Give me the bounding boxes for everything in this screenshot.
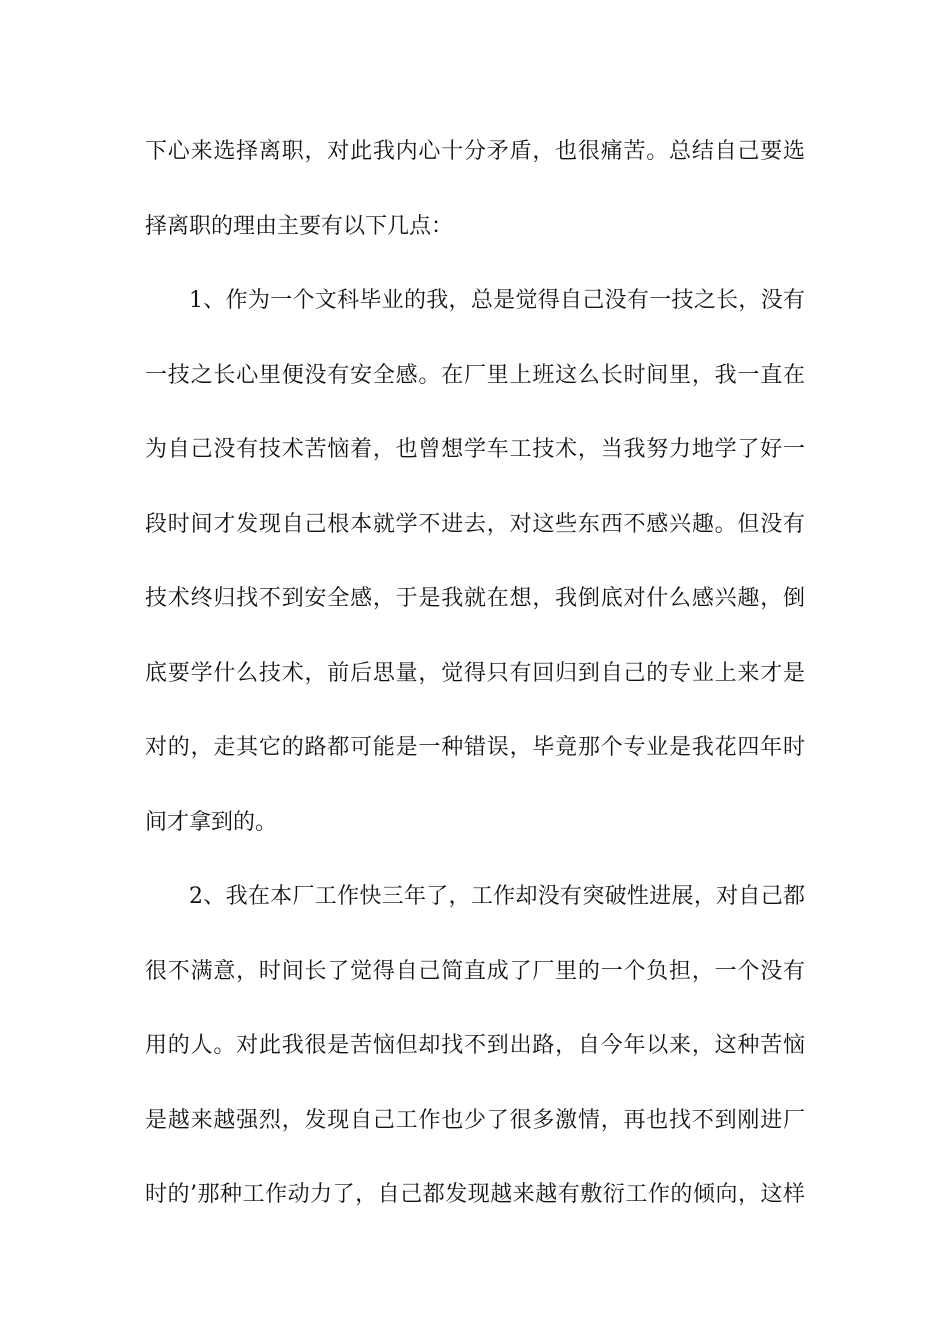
text-line: 用的人。对此我很是苦恼但却找不到出路，自今年以来，这种苦恼: [145, 1033, 805, 1058]
text-line: 对的，走其它的路都可能是一种错误，毕竟那个专业是我花四年时: [145, 735, 805, 760]
text-line: 间才拿到的。: [145, 809, 278, 835]
body-text: [145, 130, 805, 1248]
text-line: 很不满意，时间长了觉得自己简直成了厂里的一个负担，一个没有: [145, 958, 805, 984]
paragraph-start-line: 2、我在本厂工作快三年了，工作却没有突破性进展，对自己都: [189, 884, 805, 909]
text-line: 技术终归找不到安全感，于是我就在想，我倒底对什么感兴趣，倒: [145, 586, 805, 611]
text-line: 时的’那种工作动力了，自己都发现越来越有敷衍工作的倾向，这样: [145, 1182, 805, 1207]
text-line: 段时间才发现自己根本就学不进去，对这些东西不感兴趣。但没有: [145, 511, 805, 537]
text-line: 择离职的理由主要有以下几点：: [145, 213, 454, 239]
text-line: 为自己没有技术苦恼着，也曾想学车工技术，当我努力地学了好一: [145, 437, 805, 462]
text-line: 底要学什么技术，前后思量，觉得只有回归到自己的专业上来才是: [145, 660, 805, 686]
text-line: 一技之长心里便没有安全感。在厂里上班这么长时间里，我一直在: [145, 362, 805, 388]
paragraph-start-line: 1、作为一个文科毕业的我，总是觉得自己没有一技之长，没有: [189, 288, 805, 313]
text-line: 下心来选择离职，对此我内心十分矛盾，也很痛苦。总结自己要选: [145, 139, 805, 164]
text-line: 是越来越强烈，发现自己工作也少了很多激情，再也找不到刚进厂: [145, 1107, 805, 1133]
